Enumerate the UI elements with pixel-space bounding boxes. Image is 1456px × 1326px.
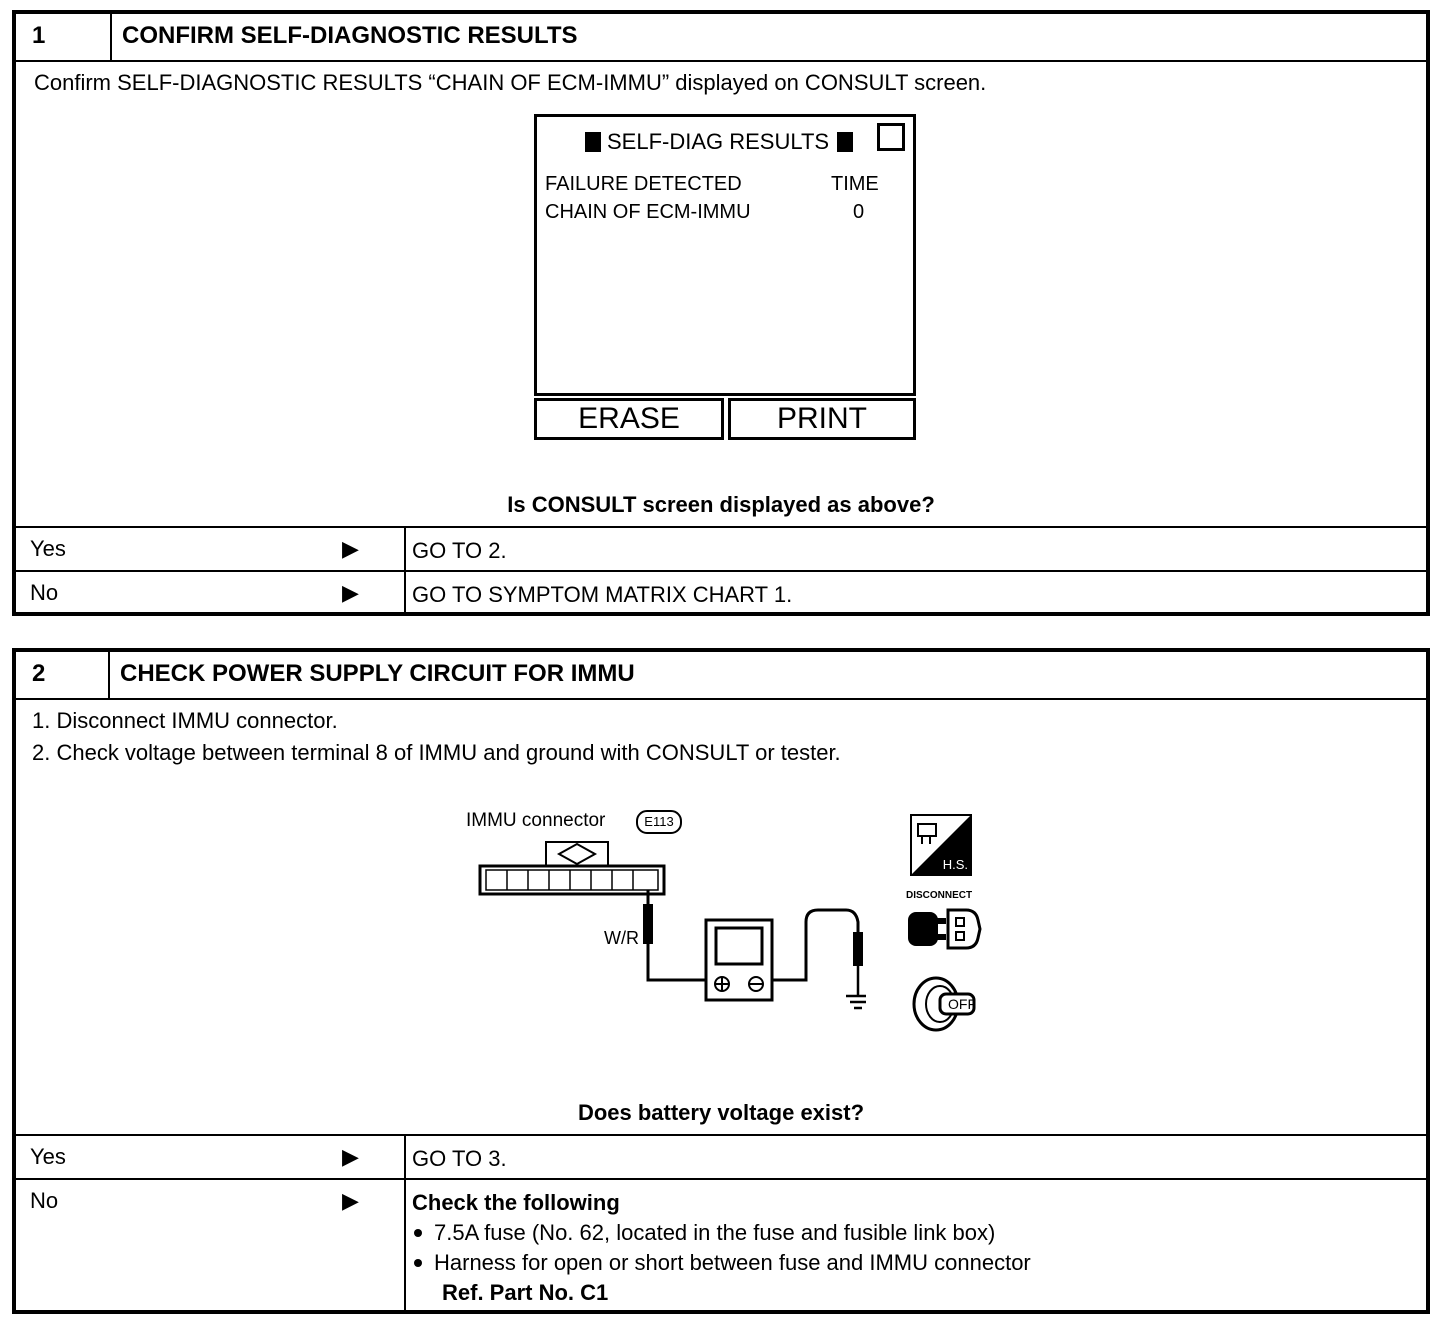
arrow-icon: ▶ (342, 1188, 359, 1213)
answer-yes-row (16, 1134, 1426, 1178)
answer-no-row (16, 570, 1426, 616)
block-icon (837, 132, 853, 152)
connector-code: E113 (644, 814, 674, 829)
answer-label: No (30, 1188, 59, 1213)
instruction-2: 2. Check voltage between terminal 8 of IMMU and ground with CONSULT or tester. (32, 740, 841, 765)
answer-label: No (30, 580, 59, 605)
screen-header (585, 129, 853, 155)
connector-code-badge (636, 810, 682, 834)
bullet-icon (414, 1229, 422, 1237)
failure-time: 0 (853, 201, 865, 223)
step-2-box (12, 648, 1430, 1314)
screen-box-icon[interactable] (877, 123, 905, 151)
step-2-header (16, 652, 1426, 700)
step-title: CONFIRM SELF-DIAGNOSTIC RESULTS (122, 22, 578, 49)
time-header: TIME (831, 173, 879, 195)
column-divider (404, 1180, 406, 1314)
disconnect-label: DISCONNECT (906, 890, 973, 901)
failure-detected-header: FAILURE DETECTED (545, 173, 742, 195)
answer-text: GO TO 2. (412, 538, 507, 563)
answer-no-row (16, 1178, 1426, 1314)
answer-text: GO TO SYMPTOM MATRIX CHART 1. (412, 582, 793, 607)
screen-title: SELF-DIAG RESULTS (607, 129, 830, 154)
consult-screen (534, 114, 916, 396)
bullet-icon (414, 1259, 422, 1267)
step-question: Is CONSULT screen displayed as above? (507, 492, 935, 517)
arrow-icon: ▶ (342, 536, 359, 561)
print-button[interactable]: PRINT (728, 398, 916, 440)
check-item-text: 7.5A fuse (No. 62, located in the fuse and fusible link box) (434, 1220, 996, 1245)
answer-text: GO TO 3. (412, 1146, 507, 1171)
column-divider (404, 572, 406, 616)
disconnect-icon (904, 904, 984, 954)
harness-side-icon (910, 814, 972, 876)
instruction-1: 1. Disconnect IMMU connector. (32, 708, 338, 733)
check-item-text: Harness for open or short between fuse and IMMU connector (434, 1250, 1031, 1275)
step-1-header (16, 14, 1426, 62)
step-instruction: Confirm SELF-DIAGNOSTIC RESULTS “CHAIN OF ECM-IMMU” displayed on CONSULT screen. (34, 70, 987, 95)
failure-item: CHAIN OF ECM-IMMU (545, 201, 751, 223)
connector-label: IMMU connector (466, 810, 606, 831)
step-title: CHECK POWER SUPPLY CIRCUIT FOR IMMU (120, 660, 635, 687)
arrow-icon: ▶ (342, 580, 359, 605)
column-divider (404, 1136, 406, 1178)
block-icon (585, 132, 601, 152)
hs-label: H.S. (942, 857, 968, 872)
step-1-box (12, 10, 1430, 616)
step-question: Does battery voltage exist? (577, 1100, 865, 1125)
ref-part: Ref. Part No. C1 (442, 1280, 609, 1305)
arrow-icon: ▶ (342, 1144, 359, 1169)
wiring-diagram (466, 832, 866, 1062)
check-heading: Check the following (412, 1190, 620, 1215)
column-divider (404, 528, 406, 570)
step-number: 1 (16, 14, 112, 60)
check-item-2 (414, 1250, 1031, 1276)
wire-label: W/R (604, 928, 639, 948)
answer-label: Yes (30, 536, 66, 561)
check-item-1 (414, 1220, 995, 1246)
answer-yes-row (16, 526, 1426, 570)
erase-button[interactable]: ERASE (534, 398, 724, 440)
answer-label: Yes (30, 1144, 66, 1169)
step-number: 2 (16, 652, 110, 698)
off-label: OFF (948, 996, 976, 1012)
